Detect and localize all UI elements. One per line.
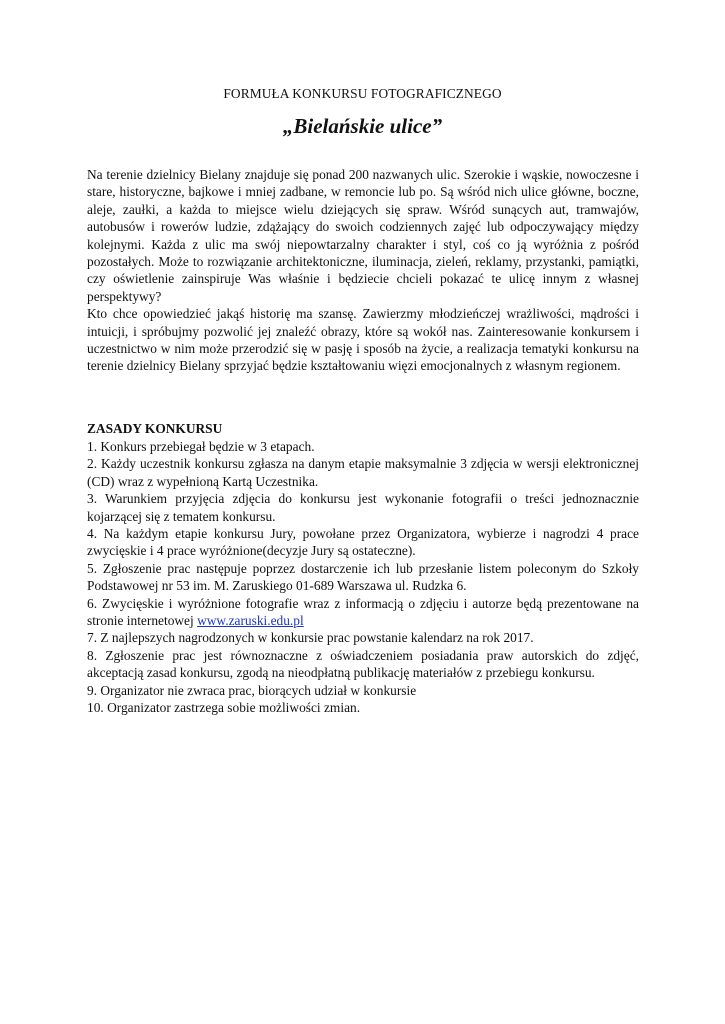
contest-title: „Bielańskie ulice” [282, 114, 443, 138]
rule-item: 9. Organizator nie zwraca prac, biorących udział w konkursie [87, 682, 417, 698]
document-heading: FORMUŁA KONKURSU FOTOGRAFICZNEGO [223, 86, 502, 101]
rules-heading: ZASADY KONKURSU [87, 421, 223, 436]
rule-text: 6. Zwycięskie i wyróżnione fotografie wraz z informacją o zdjęciu i autorze będą prezentowane na stronie internetowej [87, 595, 639, 629]
rules-list [87, 438, 639, 717]
intro-paragraph: Na terenie dzielnicy Bielany znajduje się ponad 200 nazwanych ulic. Szerokie i wąskie, nowoczesne i stare, historyczne, bajkowe i mniej zadbane, w remoncie lub po. Są wśród nich ulice główne, boczne, aleje, zaułki, a każda to miejsce wielu dziejących się spraw. Wśród sunących aut, tramwajów, autobusów i rowerów ludzie, zdążający do swoich codziennych zajęć lub odpoczywający między kolejnymi. Każda z ulic ma swój niepowtarzalny charakter i styl, coś co ją wyróżnia z pośród pozostałych. Może to rozwiązanie architektoniczne, iluminacja, zieleń, reklamy, przystanki, pamiątki, czy oświetlenie zainspiruje Was właśnie i będziecie chcieli pokazać te ulicę innym z własnej perspektywy? [87, 167, 639, 304]
rule-item: 1. Konkurs przebiegał będzie w 3 etapach. [87, 439, 315, 454]
rule-item: 8. Zgłoszenie prac jest równoznaczne z oświadczeniem posiadania praw autorskich do zdjęć, akceptacją zasad konkursu, zgodą na nieodpłatną publikację materiałów z przebiegu konkursu. [87, 647, 639, 681]
rule-item: 7. Z najlepszych nagrodzonych w konkursie prac powstanie kalendarz na rok 2017. [87, 630, 534, 646]
rule-item: 4. Na każdym etapie konkursu Jury, powołane przez Organizatora, wybierze i nagrodzi 4 prace zwycięskie i 4 prace wyróżnione(decyzje Jury są ostateczne). [87, 526, 639, 559]
intro-paragraph: Kto chce opowiedzieć jakąś historię ma szansę. Zawierzmy młodzieńczej wrażliwości, mądrości i intuicji, i spróbujmy pozwolić jej znaleźć obrazy, które są wokół nas. Zainteresowanie konkursem i uczestnictwo w nim może przerodzić się w pasję i sposób na życie, a realizacja tematyki konkursu na terenie dzielnicy Bielany sprzyjać będzie kształtowaniu więzi emocjonalnych z własnym regionem. [87, 306, 639, 374]
rule-item: 5. Zgłoszenie prac następuje poprzez dostarczenie ich lub przesłanie listem poleconym do Szkoły Podstawowej nr 53 im. M. Zaruskiego 01-689 Warszawa ul. Rudzka 6. [87, 560, 639, 594]
rule-item: 10. Organizator zastrzega sobie możliwości zmian. [87, 700, 361, 716]
website-link[interactable]: www.zaruski.edu.pl [197, 613, 304, 629]
rule-item: 3. Warunkiem przyjęcia zdjęcia do konkursu jest wykonanie fotografii o treści jednoznacznie kojarzącej się z tematem konkursu. [87, 491, 639, 524]
intro-section [87, 166, 639, 375]
rule-item [87, 595, 639, 630]
rule-item: 2. Każdy uczestnik konkursu zgłasza na danym etapie maksymalnie 3 zdjęcia w wersji elektronicznej (CD) wraz z wypełnioną Kartą Uczestnika. [87, 456, 639, 489]
